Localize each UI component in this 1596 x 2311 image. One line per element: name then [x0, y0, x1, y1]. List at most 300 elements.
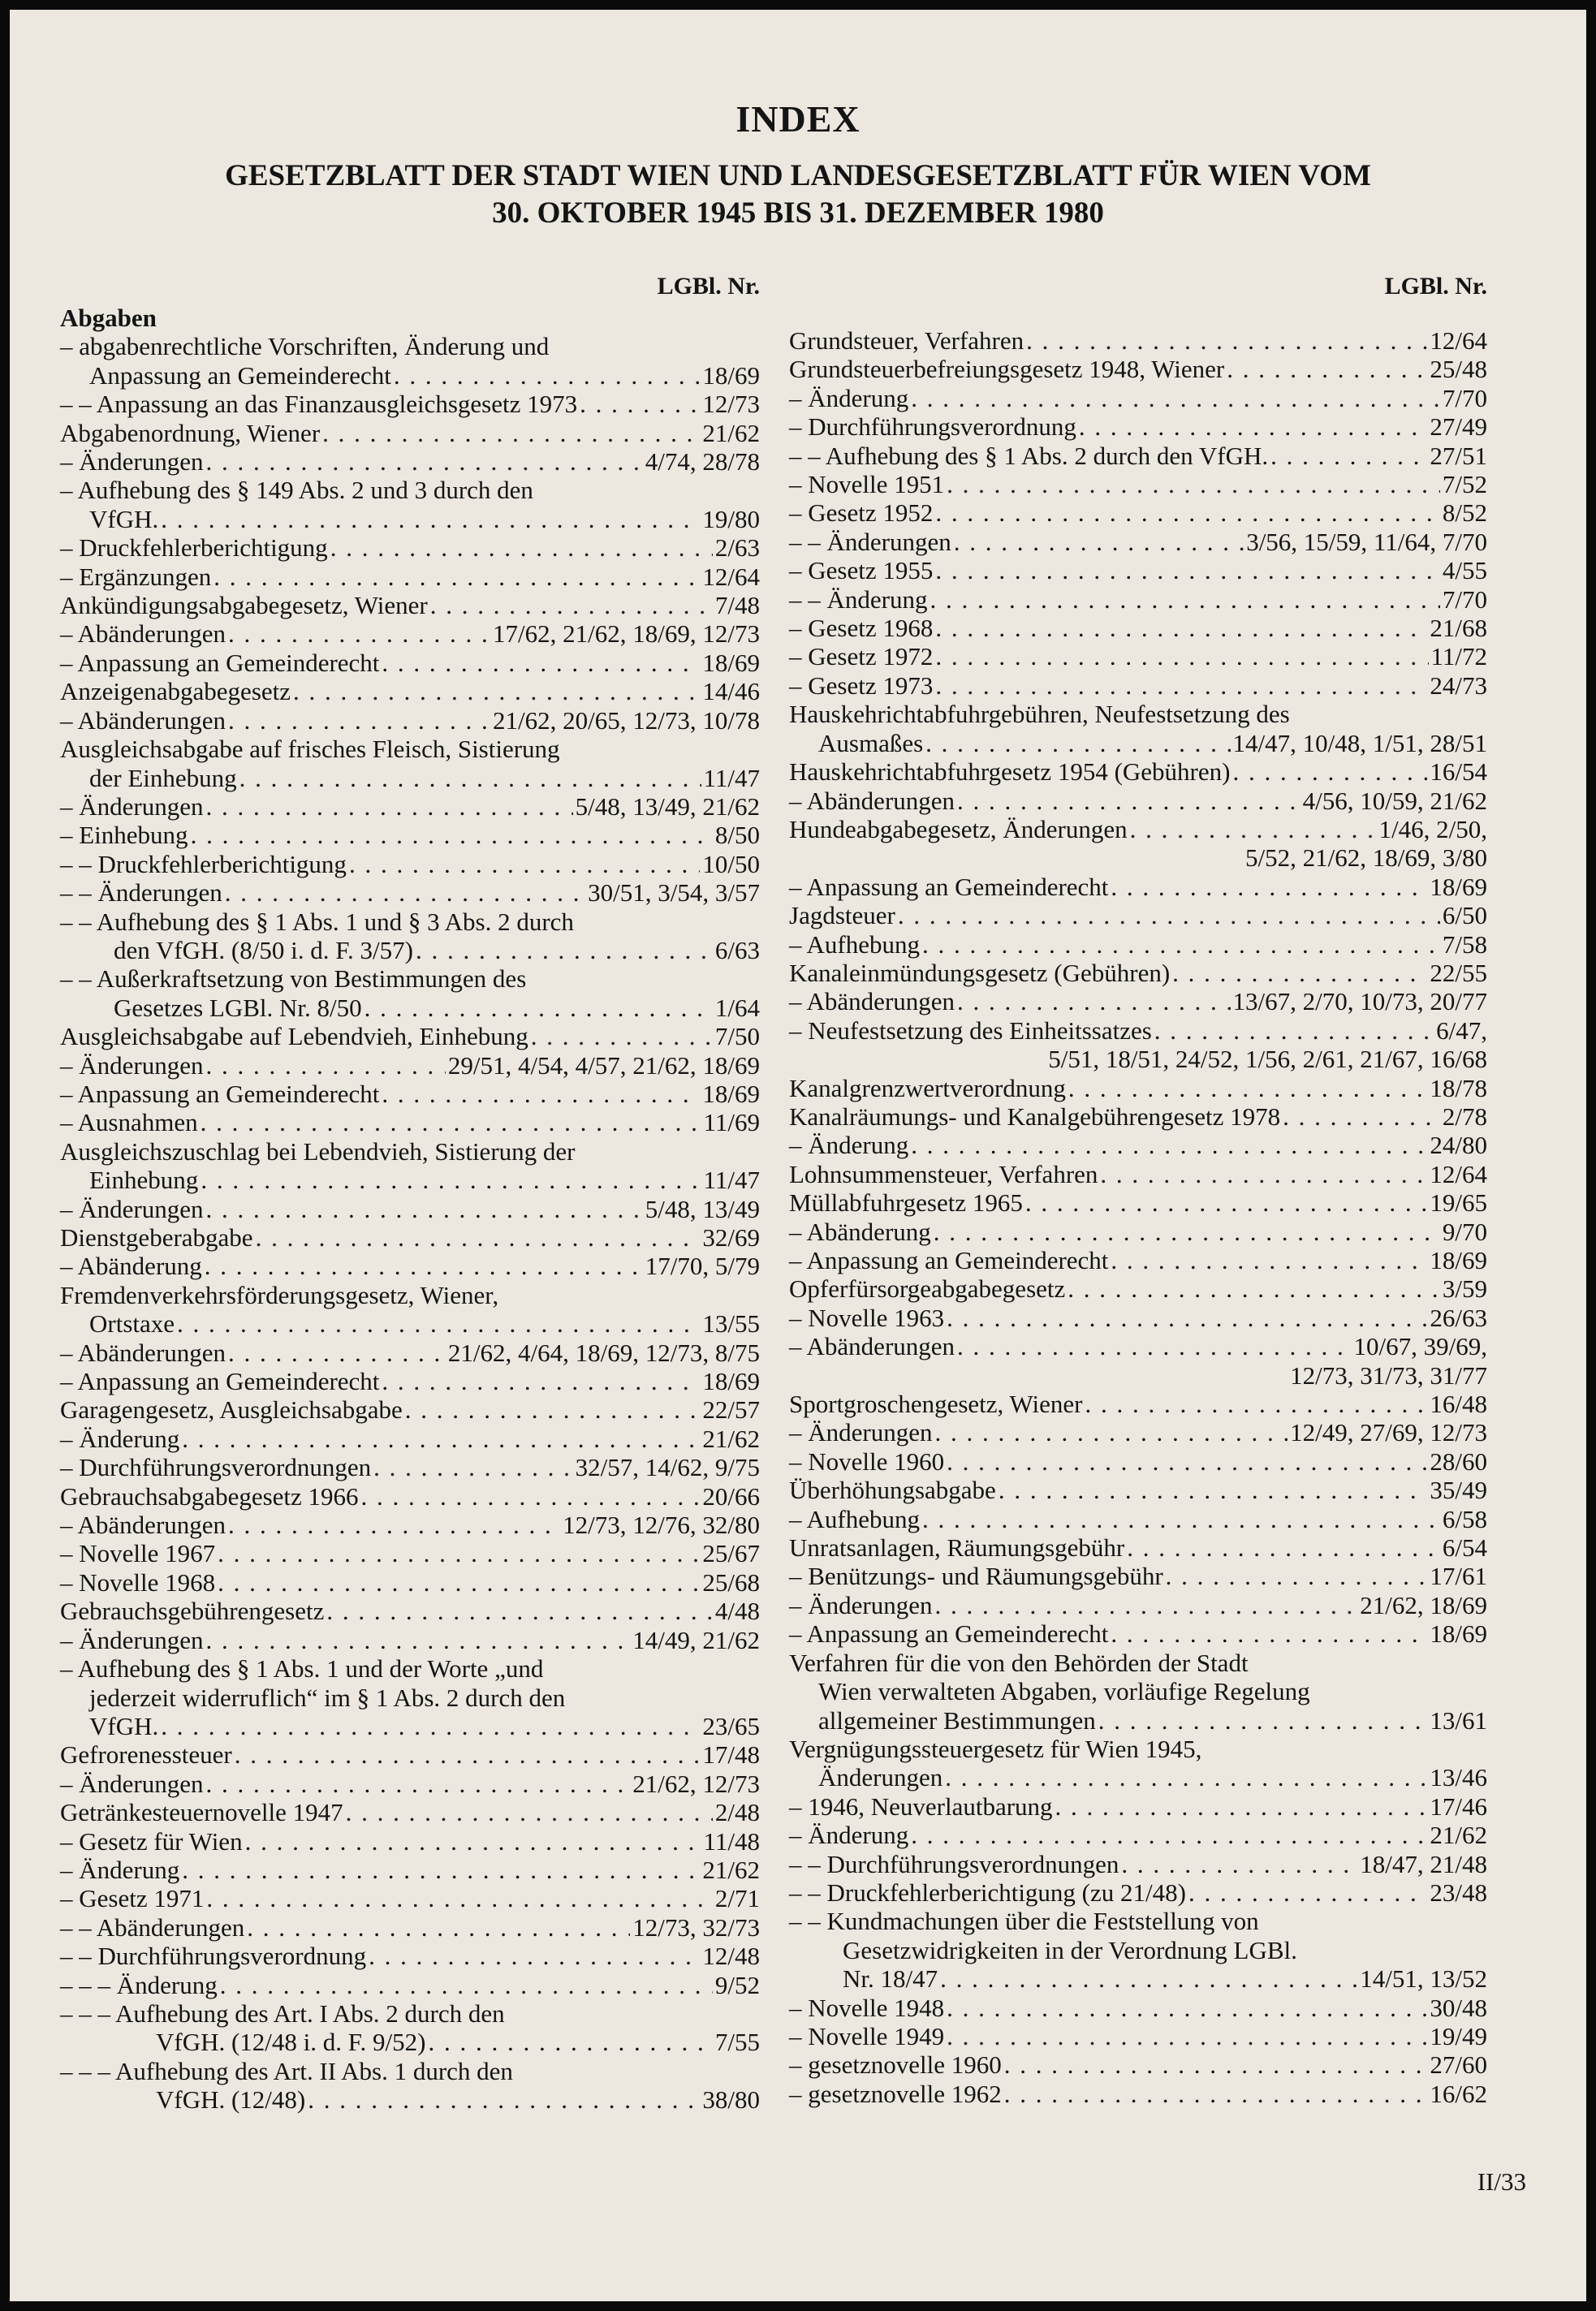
index-entry: [789, 1994, 1487, 2022]
leader-dots: [1111, 1246, 1427, 1274]
index-entry: [60, 1051, 760, 1080]
left-column: [60, 269, 760, 2115]
entry-text: – gesetznovelle 1962: [789, 2079, 1002, 2108]
entry-text: – Novelle 1960: [789, 1447, 945, 1476]
leader-dots: [182, 1425, 700, 1453]
entry-ref: 20/66: [702, 1481, 760, 1511]
entry-ref: 3/59: [1442, 1274, 1487, 1304]
leader-dots: [293, 677, 700, 705]
index-entry: [60, 447, 760, 476]
index-entry: [60, 764, 760, 792]
entry-text: – Anpassung an Gemeinderecht: [789, 1246, 1109, 1274]
leader-dots: [239, 764, 701, 792]
index-entry: [60, 1827, 760, 1856]
index-entry: [789, 987, 1487, 1015]
index-entry: [789, 757, 1487, 786]
leader-dots: [369, 1942, 700, 1970]
index-entry: [789, 498, 1487, 527]
entry-text: – Änderungen: [60, 791, 204, 821]
entry-ref: 28/60: [1430, 1447, 1487, 1476]
leader-dots: [361, 1482, 701, 1511]
entry-text: – Abänderungen: [789, 987, 955, 1016]
leader-dots: [1068, 1074, 1428, 1102]
entry-ref: 2/63: [714, 533, 760, 563]
entry-ref: 7/70: [1442, 584, 1487, 614]
leader-dots: [201, 1108, 701, 1136]
index-entry: [60, 1511, 760, 1539]
entry-text: – Änderungen: [60, 1769, 204, 1798]
index-entry: [789, 700, 1487, 728]
index-entry: [60, 419, 760, 447]
entry-text: – Anpassung an Gemeinderecht: [789, 1619, 1109, 1649]
entry-ref: 18/69: [1430, 1619, 1487, 1649]
entry-ref: 21/62: [702, 1424, 760, 1453]
leader-dots: [218, 1539, 700, 1567]
entry-text: – Einhebung: [60, 821, 188, 850]
leader-dots: [191, 821, 713, 849]
entry-text: – – Kundmachungen über die Feststellung von: [789, 1907, 1259, 1936]
leader-dots: [945, 1763, 1427, 1791]
leader-dots: [1068, 1274, 1440, 1303]
leader-dots: [1232, 757, 1427, 786]
entry-ref: 4/55: [1442, 556, 1487, 585]
index-entry: [60, 533, 760, 562]
index-entry: [60, 619, 760, 648]
entry-text: Gesetzwidrigkeiten in der Verordnung LGBl.: [843, 1935, 1297, 1964]
index-entry: [789, 642, 1487, 670]
entry-text: Gebrauchsabgabegesetz 1966: [60, 1481, 359, 1511]
index-entry: [60, 1367, 760, 1395]
leader-dots: [934, 1418, 1288, 1447]
left-entries: [60, 304, 760, 2115]
leader-dots: [177, 1309, 700, 1338]
index-entry: [60, 1539, 760, 1567]
entry-text: – Abänderungen: [789, 786, 955, 815]
entry-ref: 19/80: [702, 504, 760, 533]
entry-text: Kanalgrenzwertverordnung: [789, 1073, 1066, 1102]
entry-text: – Gesetz 1955: [789, 556, 934, 585]
entry-text: – Abänderungen: [60, 1511, 226, 1540]
entry-ref: 18/69: [702, 360, 760, 390]
entry-text: Jagdsteuer: [789, 901, 895, 930]
index-entry: [60, 390, 760, 418]
entry-ref: 21/62: [1430, 1821, 1487, 1850]
entry-text: – Abänderung: [789, 1217, 931, 1246]
entry-ref: 13/46: [1430, 1763, 1487, 1792]
leader-dots: [161, 1712, 700, 1740]
entry-text: – Änderungen: [60, 1050, 204, 1080]
leader-dots: [925, 729, 1230, 757]
index-entry: [60, 792, 760, 821]
entry-text: Kanalräumungs- und Kanalgebührengesetz 1978: [789, 1102, 1281, 1131]
entry-text: Ausmaßes: [818, 728, 924, 757]
entry-text: – Gesetz für Wien: [60, 1826, 243, 1856]
entry-text: den VfGH. (8/50 i. d. F. 3/57): [114, 935, 413, 964]
entry-ref: 18/69: [702, 648, 760, 677]
entry-text: – Änderungen: [60, 447, 204, 476]
leader-dots: [1055, 1792, 1428, 1821]
entry-ref: 4/48: [714, 1597, 760, 1626]
leader-dots: [911, 1821, 1427, 1849]
index-entry: [789, 1016, 1487, 1045]
leader-dots: [394, 361, 700, 390]
right-entries: [789, 326, 1487, 2108]
entry-text: – Anpassung an Gemeinderecht: [60, 1079, 380, 1108]
right-column-header: LGBl. Nr.: [1384, 273, 1487, 300]
index-entry: [60, 1884, 760, 1912]
entry-ref: 21/62, 4/64, 18/69, 12/73, 8/75: [447, 1338, 760, 1367]
entry-text: – Aufhebung: [789, 1504, 921, 1533]
index-entry: [789, 1792, 1487, 1821]
index-entry: [789, 384, 1487, 412]
index-entry: [60, 1971, 760, 1999]
entry-text: Hauskehrichtabfuhrgesetz 1954 (Gebühren): [789, 757, 1231, 787]
entry-text: – – Durchführungsverordnung: [60, 1942, 367, 1971]
leader-dots: [1283, 1102, 1440, 1131]
entry-ref: 1/64: [714, 993, 760, 1022]
entry-ref: 25/48: [1430, 355, 1487, 384]
leader-dots: [214, 563, 700, 591]
leader-dots: [161, 505, 700, 533]
leader-dots: [947, 1447, 1427, 1476]
leader-dots: [1098, 1706, 1428, 1735]
entry-ref: 16/54: [1430, 757, 1487, 787]
leader-dots: [1004, 2080, 1428, 2108]
entry-ref: 21/68: [1430, 614, 1487, 643]
entry-text: VfGH. (12/48 i. d. F. 9/52): [156, 2028, 426, 2057]
entry-text: Wien verwalteten Abgaben, vorläufige Regelung: [818, 1677, 1310, 1706]
entry-text: – 1946, Neuverlautbarung: [789, 1791, 1053, 1821]
entry-text: – Änderung: [789, 1821, 909, 1850]
index-entry: [789, 1677, 1487, 1705]
entry-text: Ankündigungsabgabegesetz, Wiener: [60, 591, 428, 620]
entry-ref: 18/69: [702, 1079, 760, 1108]
index-entry: [789, 1476, 1487, 1504]
index-entry: [60, 1022, 760, 1050]
leader-dots: [957, 987, 1231, 1015]
entry-text: – – – Aufhebung des Art. II Abs. 1 durch den: [60, 2056, 513, 2085]
index-entry: [60, 850, 760, 878]
entry-text: – – Änderung: [789, 584, 928, 614]
entry-ref: 19/49: [1430, 2021, 1487, 2050]
entry-ref: 1/46, 2/50,: [1378, 814, 1487, 843]
leader-dots: [247, 1913, 630, 1942]
entry-text: – Änderungen: [60, 1194, 204, 1223]
entry-text: – Abänderungen: [789, 1332, 955, 1361]
entry-text: – – – Aufhebung des Art. I Abs. 2 durch den: [60, 1998, 505, 2028]
leader-dots: [911, 1131, 1427, 1159]
page-number: II/33: [1477, 2167, 1526, 2196]
entry-text: VfGH.: [89, 1711, 159, 1740]
index-entry: [60, 821, 760, 849]
leader-dots: [322, 419, 700, 447]
leader-dots: [922, 1505, 1440, 1533]
leader-dots: [1227, 355, 1427, 383]
index-entry: [60, 1425, 760, 1453]
entry-ref: 21/62, 20/65, 12/73, 10/78: [493, 705, 760, 735]
leader-dots: [225, 878, 585, 907]
leader-dots: [934, 1591, 1357, 1619]
entry-text: – Aufhebung des § 149 Abs. 2 und 3 durch den: [60, 476, 533, 505]
entry-text: – Druckfehlerberichtigung: [60, 533, 328, 563]
index-entry: [789, 442, 1487, 470]
entry-ref: 6/54: [1442, 1533, 1487, 1563]
entry-text: Ausgleichsabgabe auf frisches Fleisch, Sistierung: [60, 735, 560, 764]
index-entry: [60, 1080, 760, 1108]
entry-text: – Novelle 1948: [789, 1993, 945, 2022]
index-entry: [789, 1562, 1487, 1590]
entry-text: – – – Änderung: [60, 1970, 218, 1999]
leader-dots: [228, 706, 490, 735]
entry-text: – Änderungen: [789, 1418, 933, 1447]
entry-ref: 13/61: [1430, 1705, 1487, 1735]
entry-text: – – Änderungen: [789, 527, 951, 556]
entry-text: Ausgleichsabgabe auf Lebendvieh, Einhebung: [60, 1022, 528, 1051]
entry-text: – Abänderung: [60, 1252, 202, 1281]
entry-ref: 27/51: [1430, 441, 1487, 470]
index-entry: [789, 787, 1487, 815]
index-entry: [789, 556, 1487, 584]
leader-dots: [382, 1367, 700, 1395]
entry-text: – Novelle 1963: [789, 1303, 945, 1332]
entry-ref: 11/69: [703, 1108, 760, 1137]
entry-text: – Gesetz 1952: [789, 498, 934, 528]
entry-text: Hauskehrichtabfuhrgebühren, Neufestsetzung des: [789, 700, 1290, 729]
leader-dots: [954, 528, 1244, 556]
entry-text: Garagengesetz, Ausgleichsabgabe: [60, 1395, 403, 1425]
leader-dots: [930, 585, 1439, 614]
leader-dots: [1130, 815, 1377, 843]
leader-dots: [1079, 412, 1428, 441]
index-entry: [60, 476, 760, 504]
entry-ref: 11/48: [703, 1826, 760, 1856]
entry-ref: 7/70: [1442, 383, 1487, 412]
entry-ref: 18/69: [1430, 1246, 1487, 1274]
entry-ref: 17/48: [702, 1740, 760, 1770]
leader-dots: [218, 1568, 700, 1597]
leader-dots: [1127, 1533, 1440, 1562]
leader-dots: [364, 994, 713, 1022]
leader-dots: [182, 1856, 700, 1884]
entry-text: Unratsanlagen, Räumungsgebühr: [789, 1533, 1125, 1563]
leader-dots: [911, 384, 1440, 412]
entry-ref: 13/67, 2/70, 10/73, 20/77: [1232, 987, 1487, 1016]
index-entry: [60, 304, 760, 332]
leader-dots: [934, 1218, 1440, 1246]
entry-ref: 10/50: [702, 849, 760, 878]
index-entry: [60, 361, 760, 390]
leader-dots: [205, 1195, 642, 1223]
entry-ref: 6/47,: [1436, 1015, 1487, 1045]
entry-ref: 13/55: [702, 1309, 760, 1339]
entry-ref: 22/57: [702, 1395, 760, 1425]
index-entry: [789, 1102, 1487, 1131]
entry-text: – Anpassung an Gemeinderecht: [60, 648, 380, 677]
entry-ref: 22/55: [1430, 958, 1487, 987]
index-entry: [789, 1878, 1487, 1907]
index-entry: [789, 1591, 1487, 1619]
entry-text: der Einhebung: [89, 763, 237, 792]
index-entry: [789, 1649, 1487, 1677]
index-entry: [60, 677, 760, 705]
index-entry: [789, 1361, 1487, 1390]
index-entry: [60, 1195, 760, 1223]
entry-ref: 7/52: [1442, 470, 1487, 499]
entry-text: – Gesetz 1971: [60, 1884, 205, 1913]
leader-dots: [205, 1770, 630, 1798]
entry-ref: 2/48: [714, 1798, 760, 1827]
index-entry: [789, 671, 1487, 700]
index-entry: [60, 1482, 760, 1511]
leader-dots: [235, 1740, 701, 1769]
entry-ref: 26/63: [1430, 1303, 1487, 1332]
leader-dots: [405, 1395, 701, 1424]
index-entry: [60, 1798, 760, 1826]
right-column: [789, 269, 1487, 2108]
entry-ref: 5/52, 21/62, 18/69, 3/80: [1245, 843, 1487, 873]
entry-ref: 8/52: [1442, 498, 1487, 528]
entry-ref: 30/48: [1430, 1993, 1487, 2022]
entry-ref: 12/73, 12/76, 32/80: [563, 1511, 760, 1540]
entry-text: – Anpassung an Gemeinderecht: [789, 872, 1109, 901]
leader-dots: [1111, 1619, 1427, 1648]
entry-text: – Abänderungen: [60, 619, 226, 649]
leader-dots: [947, 470, 1440, 498]
entry-text: VfGH.: [89, 504, 159, 533]
entry-text: – abgabenrechtliche Vorschriften, Änderung und: [60, 332, 550, 361]
entry-ref: 14/47, 10/48, 1/51, 28/51: [1232, 728, 1487, 757]
leader-dots: [999, 1476, 1428, 1504]
entry-ref: 21/62: [702, 1855, 760, 1884]
entry-text: Änderungen: [818, 1763, 943, 1792]
entry-ref: 7/48: [714, 591, 760, 620]
index-entry: [789, 843, 1487, 872]
entry-ref: 6/63: [714, 935, 760, 964]
index-entry: [60, 1309, 760, 1338]
entry-text: Sportgroschengesetz, Wiener: [789, 1390, 1083, 1419]
leader-dots: [935, 498, 1440, 527]
index-entry: [60, 1942, 760, 1970]
entry-text: Einhebung: [89, 1166, 199, 1195]
index-entry: [789, 873, 1487, 901]
entry-text: Lohnsummensteuer, Verfahren: [789, 1159, 1098, 1188]
index-entry: [789, 1936, 1487, 1964]
leader-dots: [1188, 1878, 1427, 1907]
entry-text: Überhöhungsabgabe: [789, 1476, 996, 1505]
leader-dots: [957, 787, 1301, 815]
leader-dots: [935, 614, 1427, 642]
entry-text: – Änderung: [60, 1424, 180, 1453]
index-entry: [789, 815, 1487, 843]
leader-dots: [1166, 1562, 1428, 1590]
entry-text: Grundsteuerbefreiungsgesetz 1948, Wiener: [789, 355, 1225, 384]
entry-ref: 21/62, 12/73: [632, 1769, 760, 1798]
entry-ref: 12/64: [1430, 326, 1487, 355]
entry-ref: 6/58: [1442, 1504, 1487, 1533]
entry-text: Gebrauchsgebührengesetz: [60, 1597, 325, 1626]
leader-dots: [205, 1051, 445, 1080]
leader-dots: [531, 1022, 713, 1050]
index-entry: [789, 1964, 1487, 1993]
entry-text: Hundeabgabegesetz, Änderungen: [789, 814, 1128, 843]
entry-ref: 4/74, 28/78: [645, 447, 760, 476]
entry-ref: 3/56, 15/59, 11/64, 7/70: [1246, 527, 1487, 556]
entry-text: – Novelle 1949: [789, 2021, 945, 2050]
entry-ref: 16/62: [1430, 2079, 1487, 2108]
leader-dots: [205, 1626, 630, 1654]
entry-ref: 24/80: [1430, 1131, 1487, 1160]
entry-text: – Anpassung an Gemeinderecht: [60, 1367, 380, 1396]
index-entry: [789, 959, 1487, 987]
entry-text: Dienstgeberabgabe: [60, 1223, 253, 1252]
entry-ref: 17/61: [1430, 1562, 1487, 1591]
entry-text: – Änderung: [789, 383, 909, 412]
entry-text: – Ausnahmen: [60, 1108, 198, 1137]
index-entry: [789, 470, 1487, 498]
leader-dots: [1026, 326, 1427, 355]
index-entry: [789, 2022, 1487, 2050]
entry-ref: 12/73, 32/73: [632, 1912, 760, 1942]
index-entry: [60, 1913, 760, 1942]
leader-dots: [1100, 1160, 1427, 1188]
entry-text: – – Durchführungsverordnungen: [789, 1849, 1119, 1878]
index-entry: [789, 1533, 1487, 1562]
entry-text: – – Anpassung an das Finanzausgleichsgesetz 1973: [60, 390, 578, 419]
entry-ref: 23/48: [1430, 1878, 1487, 1907]
entry-ref: 30/51, 3/54, 3/57: [588, 878, 760, 908]
entry-ref: 17/70, 5/79: [645, 1252, 760, 1281]
entry-ref: 23/65: [702, 1711, 760, 1740]
leader-dots: [947, 2022, 1427, 2050]
entry-text: Fremdenverkehrsförderungsgesetz, Wiener,: [60, 1280, 499, 1309]
index-entry: [789, 930, 1487, 959]
leader-dots: [580, 390, 700, 418]
index-entry: [60, 1740, 760, 1769]
index-entry: [60, 1166, 760, 1194]
leader-dots: [228, 619, 490, 648]
index-entry: [789, 528, 1487, 556]
entry-ref: 25/67: [702, 1539, 760, 1568]
entry-text: Gesetzes LGBl. Nr. 8/50: [114, 993, 362, 1022]
entry-ref: 11/72: [1430, 642, 1487, 671]
index-entry: [60, 563, 760, 591]
index-entry: [60, 1654, 760, 1683]
entry-ref: 2/71: [714, 1884, 760, 1913]
entry-text: Grundsteuer, Verfahren: [789, 326, 1024, 355]
entry-text: – Ergänzungen: [60, 562, 212, 591]
index-entry: [789, 1188, 1487, 1217]
leader-dots: [205, 792, 572, 821]
index-entry: [60, 936, 760, 964]
index-entry: [789, 1160, 1487, 1188]
leader-dots: [206, 1884, 713, 1912]
index-entry: [60, 2085, 760, 2114]
leader-dots: [935, 642, 1428, 670]
entry-ref: 18/69: [1430, 872, 1487, 901]
entry-text: VfGH. (12/48): [156, 2085, 306, 2115]
entry-text: – – Druckfehlerberichtigung (zu 21/48): [789, 1878, 1186, 1907]
entry-ref: 32/69: [702, 1223, 760, 1252]
index-entry: [60, 1712, 760, 1740]
entry-ref: 5/48, 13/49, 21/62: [575, 791, 760, 821]
leader-dots: [201, 1166, 701, 1194]
entry-text: – Novelle 1967: [60, 1539, 216, 1568]
leader-dots: [922, 930, 1440, 959]
entry-ref: 18/47, 21/48: [1360, 1849, 1487, 1878]
index-entry: [789, 1418, 1487, 1447]
leader-dots: [245, 1827, 701, 1856]
page-title: INDEX: [735, 98, 861, 140]
